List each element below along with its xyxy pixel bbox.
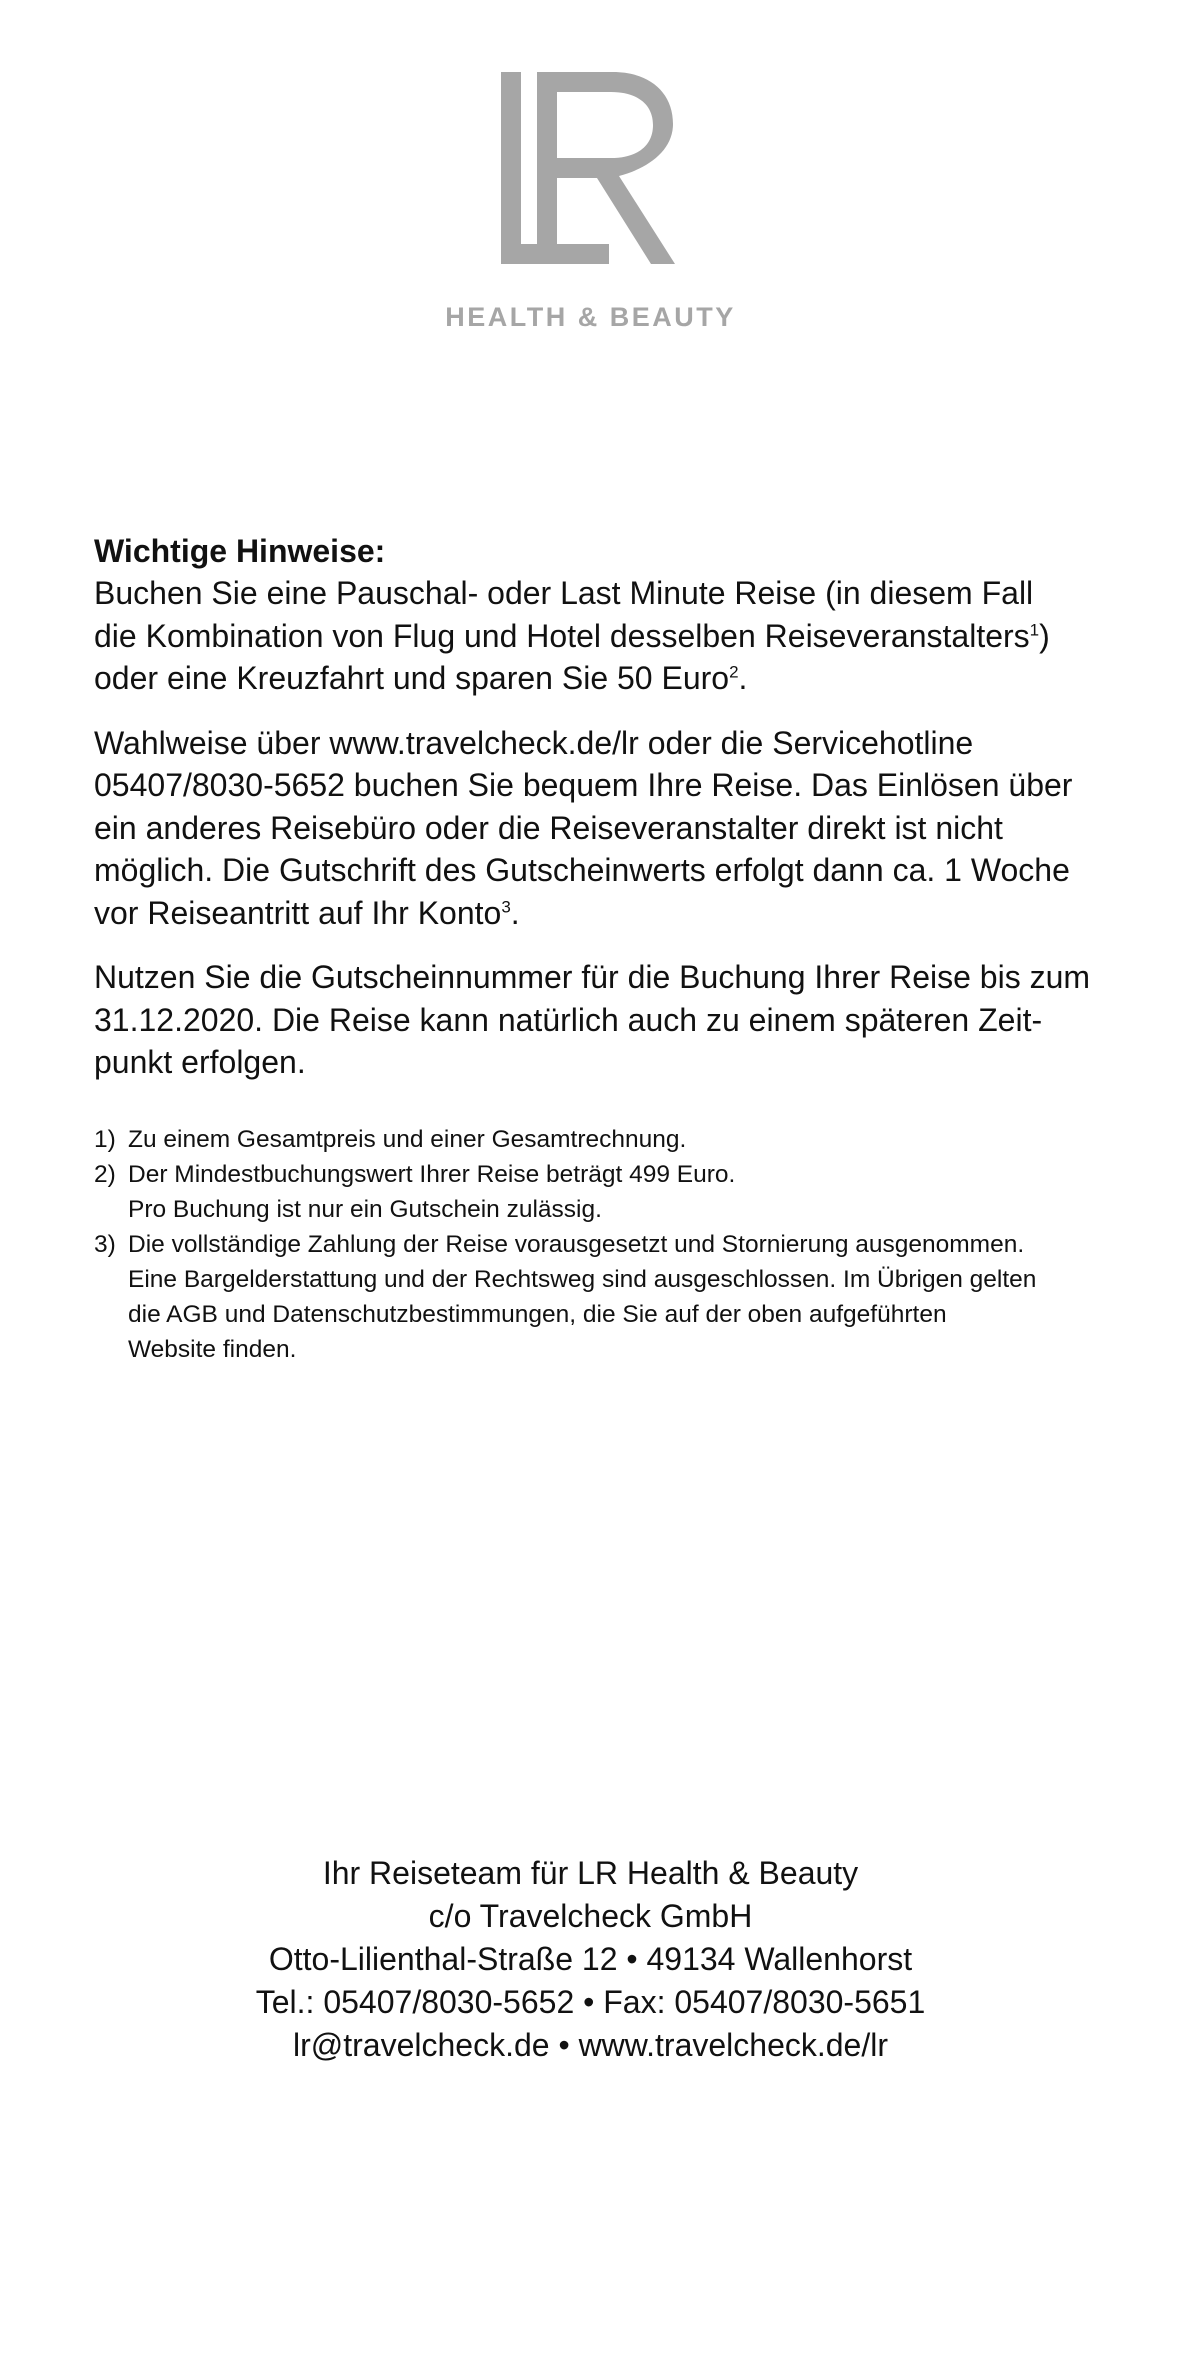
footnote-item bbox=[94, 1122, 1154, 1157]
text-line: oder eine Kreuzfahrt und sparen Sie 50 Euro$^2$. bbox=[94, 660, 748, 696]
footnote-item bbox=[94, 1227, 1154, 1367]
notes-paragraph-2 bbox=[94, 722, 1154, 935]
contact-team: Ihr Reiseteam für LR Health & Beauty bbox=[322, 1855, 859, 1891]
notes-paragraph-3 bbox=[94, 956, 1154, 1084]
footnote-text: Zu einem Gesamtpreis und einer Gesamtrechnung. bbox=[128, 1125, 687, 1153]
contact-company: c/o Travelcheck GmbH bbox=[428, 1898, 753, 1934]
contact-phone-fax: Tel.: 05407/8030-5652 • Fax: 05407/8030-5651 bbox=[255, 1984, 926, 2020]
contact-email-web: lr@travelcheck.de • www.travelcheck.de/lr bbox=[293, 2027, 888, 2063]
footnote-ref: 2 bbox=[729, 662, 739, 682]
footnote-number: 3) bbox=[94, 1230, 116, 1258]
notes-section bbox=[94, 530, 1154, 1367]
text-line: möglich. Die Gutschrift des Gutscheinwerts erfolgt dann ca. 1 Woche bbox=[94, 852, 1070, 888]
text-line: 31.12.2020. Die Reise kann natürlich auch zu einem späteren Zeit- bbox=[94, 1001, 1043, 1038]
footnote-item bbox=[94, 1157, 1154, 1227]
text-line: 05407/8030-5652 buchen Sie bequem Ihre Reise. Das Einlösen über bbox=[94, 767, 1073, 803]
text-line: Nutzen Sie die Gutscheinnummer für die Buchung Ihrer Reise bis zum bbox=[94, 959, 1091, 995]
footnotes-list bbox=[94, 1122, 1154, 1367]
text-line: ein anderes Reisebüro oder die Reiseveranstalter direkt ist nicht bbox=[94, 809, 1003, 846]
brand-logo bbox=[0, 70, 1181, 333]
footnote-number: 1) bbox=[94, 1125, 116, 1153]
text-line: punkt erfolgen. bbox=[94, 1044, 306, 1080]
text-line: Wahlweise über www.travelcheck.de/lr oder die Servicehotline bbox=[94, 724, 974, 761]
notes-heading: Wichtige Hinweise: bbox=[94, 533, 386, 569]
footnote-text: Der Mindestbuchungswert Ihrer Reise beträgt 499 Euro. Pro Buchung ist nur ein Gutschein zulässig. bbox=[128, 1160, 736, 1223]
footnote-text: Die vollständige Zahlung der Reise vorausgesetzt und Stornierung ausgenommen. Eine Bargelderstattung und der Rechtsweg sind ausgeschlossen. Im Übrigen gelten die AGB und Datenschutzbestimmungen, die Sie auf der oben aufgeführten Website finden. bbox=[128, 1230, 1037, 1363]
text-line: die Kombination von Flug und Hotel desselben Reiseveranstalters$^1$) bbox=[94, 617, 1050, 654]
footnote-number: 2) bbox=[94, 1160, 116, 1188]
notes-paragraph-1 bbox=[94, 572, 1154, 700]
contact-block bbox=[0, 1852, 1181, 2067]
footnote-ref: 1 bbox=[1029, 619, 1040, 639]
contact-address: Otto-Lilienthal-Straße 12 • 49134 Wallenhorst bbox=[268, 1941, 913, 1977]
text-line: Buchen Sie eine Pauschal- oder Last Minute Reise (in diesem Fall bbox=[94, 575, 1034, 611]
text-line: vor Reiseantritt auf Ihr Konto$^3$. bbox=[94, 894, 520, 931]
footnote-ref: 3 bbox=[501, 896, 511, 916]
lr-logo-icon bbox=[501, 70, 681, 270]
logo-tagline: HEALTH & BEAUTY bbox=[445, 302, 736, 332]
